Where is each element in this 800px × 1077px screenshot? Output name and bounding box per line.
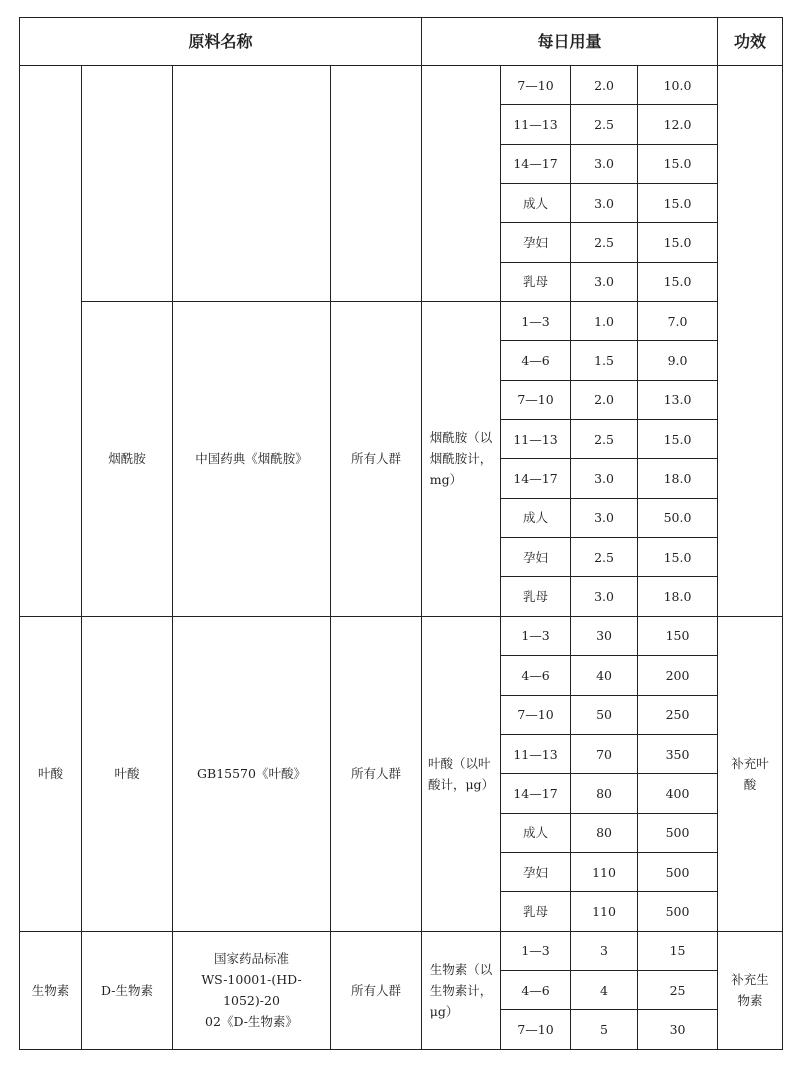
- min-dose-cell: 2.5: [571, 223, 638, 262]
- age-cell: 11—13: [501, 420, 571, 459]
- max-dose-cell: 30: [638, 1010, 718, 1049]
- table-row: [20, 302, 783, 341]
- min-dose-cell: 3.0: [571, 262, 638, 301]
- unit-cell: [422, 931, 501, 1049]
- population-cell: 所有人群: [331, 302, 422, 617]
- max-dose-cell: 15.0: [638, 262, 718, 301]
- age-cell: 乳母: [501, 892, 571, 931]
- function-cell: [718, 616, 783, 931]
- max-dose-cell: 13.0: [638, 380, 718, 419]
- max-dose-cell: 500: [638, 892, 718, 931]
- max-dose-cell: 18.0: [638, 459, 718, 498]
- age-cell: 7—10: [501, 380, 571, 419]
- max-dose-cell: 9.0: [638, 341, 718, 380]
- unit-line: 烟酰胺（以: [429, 430, 493, 446]
- function-line: 物素: [737, 993, 763, 1009]
- age-cell: 4—6: [501, 656, 571, 695]
- unit-line: 生物素（以: [429, 961, 493, 977]
- standard-cell: GB15570《叶酸》: [173, 616, 331, 931]
- unit-cell: [422, 616, 501, 931]
- max-dose-cell: 25: [638, 970, 718, 1009]
- min-dose-cell: 30: [571, 616, 638, 655]
- header-row: [20, 18, 783, 66]
- max-dose-cell: 250: [638, 695, 718, 734]
- max-dose-cell: 400: [638, 774, 718, 813]
- max-dose-cell: 500: [638, 852, 718, 891]
- min-dose-cell: 70: [571, 734, 638, 773]
- min-dose-cell: 2.5: [571, 420, 638, 459]
- max-dose-cell: 500: [638, 813, 718, 852]
- ingredient-name-cell: D-生物素: [82, 931, 173, 1049]
- age-cell: 孕妇: [501, 223, 571, 262]
- table-row: [20, 66, 783, 105]
- max-dose-cell: 12.0: [638, 105, 718, 144]
- age-cell: 1—3: [501, 302, 571, 341]
- function-cell-continued: [718, 66, 783, 617]
- min-dose-cell: 50: [571, 695, 638, 734]
- min-dose-cell: 40: [571, 656, 638, 695]
- unit-line: 生物素计，: [429, 982, 493, 998]
- age-cell: 乳母: [501, 262, 571, 301]
- min-dose-cell: 2.5: [571, 538, 638, 577]
- age-cell: 11—13: [501, 734, 571, 773]
- max-dose-cell: 15.0: [638, 420, 718, 459]
- header-material-name: 原料名称: [20, 18, 422, 66]
- header-daily-dose: 每日用量: [422, 18, 718, 66]
- min-dose-cell: 2.0: [571, 66, 638, 105]
- age-cell: 孕妇: [501, 538, 571, 577]
- category-cell: 生物素: [20, 931, 82, 1049]
- age-cell: 7—10: [501, 695, 571, 734]
- header-function: 功效: [718, 18, 783, 66]
- unit-line: 酸计，μg）: [427, 776, 495, 792]
- unit-cell-continued: [422, 66, 501, 302]
- age-cell: 14—17: [501, 459, 571, 498]
- min-dose-cell: 3.0: [571, 144, 638, 183]
- unit-line: μg）: [429, 1003, 459, 1019]
- population-cell: 所有人群: [331, 616, 422, 931]
- function-line: 酸: [743, 776, 757, 792]
- age-cell: 11—13: [501, 105, 571, 144]
- min-dose-cell: 2.5: [571, 105, 638, 144]
- table-row: [20, 931, 783, 970]
- max-dose-cell: 200: [638, 656, 718, 695]
- max-dose-cell: 15.0: [638, 184, 718, 223]
- age-cell: 7—10: [501, 1010, 571, 1049]
- min-dose-cell: 3.0: [571, 184, 638, 223]
- age-cell: 成人: [501, 813, 571, 852]
- ingredient-name-cell: 烟酰胺: [82, 302, 173, 617]
- age-cell: 乳母: [501, 577, 571, 616]
- age-cell: 4—6: [501, 341, 571, 380]
- population-cell-continued: [331, 66, 422, 302]
- unit-cell: [422, 302, 501, 617]
- standard-line: 国家药品标准: [213, 951, 289, 967]
- standard-cell: 中国药典《烟酰胺》: [173, 302, 331, 617]
- ingredient-name-cell: 叶酸: [82, 616, 173, 931]
- age-cell: 1—3: [501, 931, 571, 970]
- min-dose-cell: 1.0: [571, 302, 638, 341]
- min-dose-cell: 1.5: [571, 341, 638, 380]
- name-cell-continued: [82, 66, 173, 302]
- function-cell: [718, 931, 783, 1049]
- min-dose-cell: 2.0: [571, 380, 638, 419]
- min-dose-cell: 110: [571, 892, 638, 931]
- min-dose-cell: 3.0: [571, 459, 638, 498]
- max-dose-cell: 15.0: [638, 538, 718, 577]
- age-cell: 14—17: [501, 774, 571, 813]
- max-dose-cell: 15.0: [638, 223, 718, 262]
- category-cell: 叶酸: [20, 616, 82, 931]
- max-dose-cell: 15: [638, 931, 718, 970]
- min-dose-cell: 110: [571, 852, 638, 891]
- age-cell: 成人: [501, 184, 571, 223]
- function-line: 补充生: [731, 972, 769, 988]
- standard-line: 02《D-生物素》: [205, 1014, 298, 1030]
- min-dose-cell: 3.0: [571, 498, 638, 537]
- max-dose-cell: 7.0: [638, 302, 718, 341]
- unit-line: 叶酸（以叶: [427, 755, 491, 771]
- max-dose-cell: 18.0: [638, 577, 718, 616]
- max-dose-cell: 15.0: [638, 144, 718, 183]
- min-dose-cell: 5: [571, 1010, 638, 1049]
- unit-line: 烟酰胺计，: [429, 451, 493, 467]
- min-dose-cell: 4: [571, 970, 638, 1009]
- table-row: [20, 616, 783, 655]
- max-dose-cell: 50.0: [638, 498, 718, 537]
- unit-line: mg）: [429, 472, 463, 488]
- population-cell: 所有人群: [331, 931, 422, 1049]
- function-line: 补充叶: [731, 755, 769, 771]
- age-cell: 成人: [501, 498, 571, 537]
- min-dose-cell: 80: [571, 774, 638, 813]
- min-dose-cell: 3: [571, 931, 638, 970]
- standard-line: WS-10001-(HD-1052)-20: [201, 972, 302, 1009]
- age-cell: 孕妇: [501, 852, 571, 891]
- min-dose-cell: 3.0: [571, 577, 638, 616]
- max-dose-cell: 350: [638, 734, 718, 773]
- standard-cell: [173, 931, 331, 1049]
- age-cell: 7—10: [501, 66, 571, 105]
- max-dose-cell: 150: [638, 616, 718, 655]
- standard-cell-continued: [173, 66, 331, 302]
- age-cell: 4—6: [501, 970, 571, 1009]
- ingredient-dose-table: [19, 17, 783, 1050]
- min-dose-cell: 80: [571, 813, 638, 852]
- category-cell-continued: [20, 66, 82, 617]
- max-dose-cell: 10.0: [638, 66, 718, 105]
- age-cell: 1—3: [501, 616, 571, 655]
- age-cell: 14—17: [501, 144, 571, 183]
